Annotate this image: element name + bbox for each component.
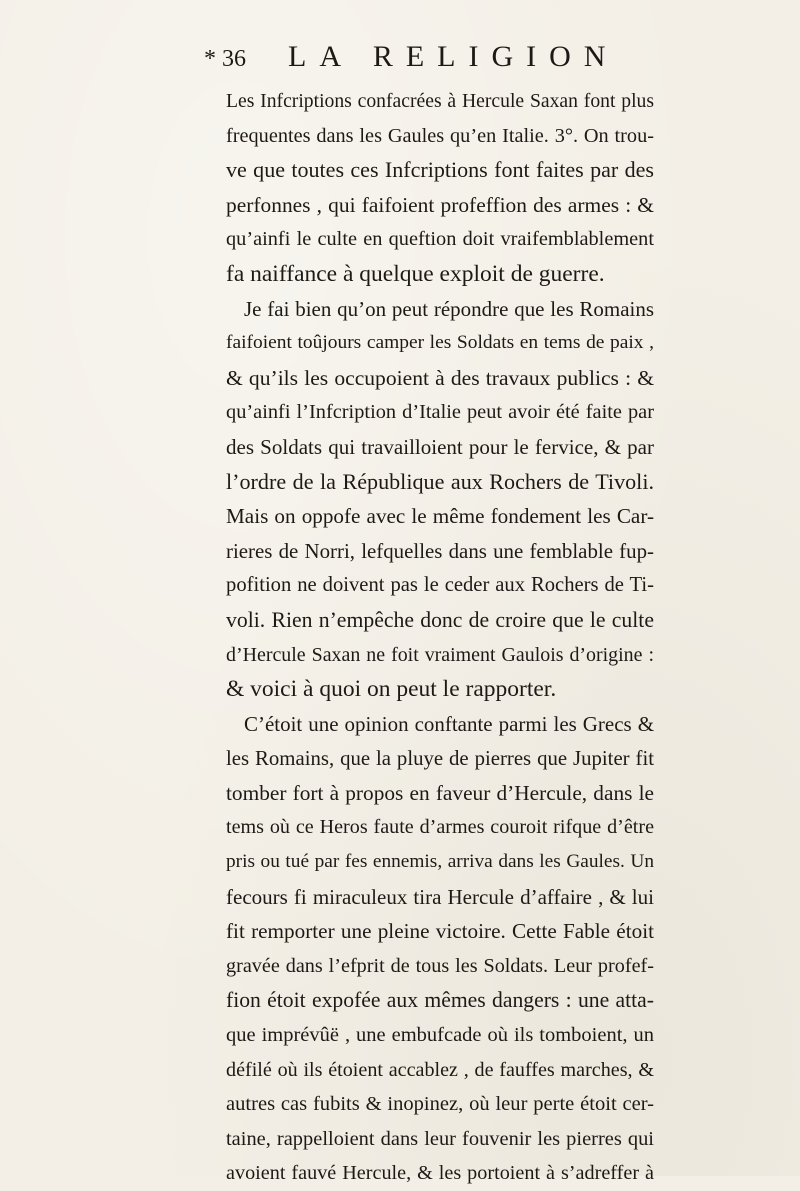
text-line: avoient fauvé Hercule, & les portoient à s’adreffer à <box>226 1162 654 1185</box>
text-line: d’Hercule Saxan ne foit vraiment Gaulois d’origine : <box>226 643 654 666</box>
text-line: l’ordre de la République aux Rochers de Tivoli. <box>226 468 654 494</box>
text-line: taine, rappelloient dans leur fouvenir les pierres qui <box>226 1127 654 1150</box>
text-line: tems où ce Heros faute d’armes couroit rifque d’être <box>226 816 654 839</box>
text-line: fecours fi miraculeux tira Hercule d’affaire , & lui <box>226 884 654 909</box>
text-line: & voici à quoi on peut le rapporter. <box>226 676 557 703</box>
text-line: tomber fort à propos en faveur d’Hercule, dans le <box>226 780 654 805</box>
text-line: Les Infcriptions confacrées à Hercule Saxan font plus <box>226 90 654 112</box>
text-line: fion étoit expofée aux mêmes dangers : une atta- <box>226 988 654 1013</box>
running-title: LA RELIGION <box>288 40 619 73</box>
text-line: faifoient toûjours camper les Soldats en tems de paix , <box>226 332 654 354</box>
text-line: Je fai bien qu’on peut répondre que les Romains <box>244 296 654 321</box>
text-line: ve que toutes ces Infcriptions font faites par des <box>226 157 654 183</box>
text-line: gravée dans l’efprit de tous les Soldats. Leur profef- <box>226 954 654 977</box>
text-line: pris ou tué par fes ennemis, arriva dans les Gaules. Un <box>226 851 654 873</box>
running-head <box>204 40 618 84</box>
text-line: perfonnes , qui faifoient profeffion des armes : & <box>226 192 654 217</box>
page-number: * 36 <box>204 46 246 72</box>
text-line: autres cas fubits & inopinez, où leur perte étoit cer- <box>226 1093 654 1116</box>
text-line: rieres de Norri, lefquelles dans une femblable fup- <box>226 538 654 563</box>
text-line: défilé où ils étoient accablez , de fauffes marches, & <box>226 1058 654 1081</box>
text-line: fit remporter une pleine victoire. Cette Fable étoit <box>226 919 654 944</box>
text-line: les Romains, que la pluye de pierres que Jupiter fit <box>226 746 654 771</box>
body-text <box>226 84 654 1191</box>
text-line: des Soldats qui travailloient pour le fervice, & par <box>226 434 654 459</box>
text-line: fa naiffance à quelque exploit de guerre. <box>226 260 605 287</box>
text-line: frequentes dans les Gaules qu’en Italie. 3°. On trou- <box>226 124 654 147</box>
text-line: Mais on oppofe avec le même fondement les Car- <box>226 504 654 529</box>
text-line: C’étoit une opinion conftante parmi les Grecs & <box>244 711 654 736</box>
text-line: qu’ainfi l’Infcription d’Italie peut avoir été faite par <box>226 401 654 424</box>
text-line: voli. Rien n’empêche donc de croire que le culte <box>226 607 654 632</box>
text-line: pofition ne doivent pas le ceder aux Rochers de Ti- <box>226 574 654 597</box>
text-line: que imprévûë , une embufcade où ils tomboient, un <box>226 1024 654 1047</box>
text-line: & qu’ils les occupoient à des travaux publics : & <box>226 365 654 390</box>
text-line: qu’ainfi le culte en queftion doit vraifemblablement <box>226 228 654 251</box>
